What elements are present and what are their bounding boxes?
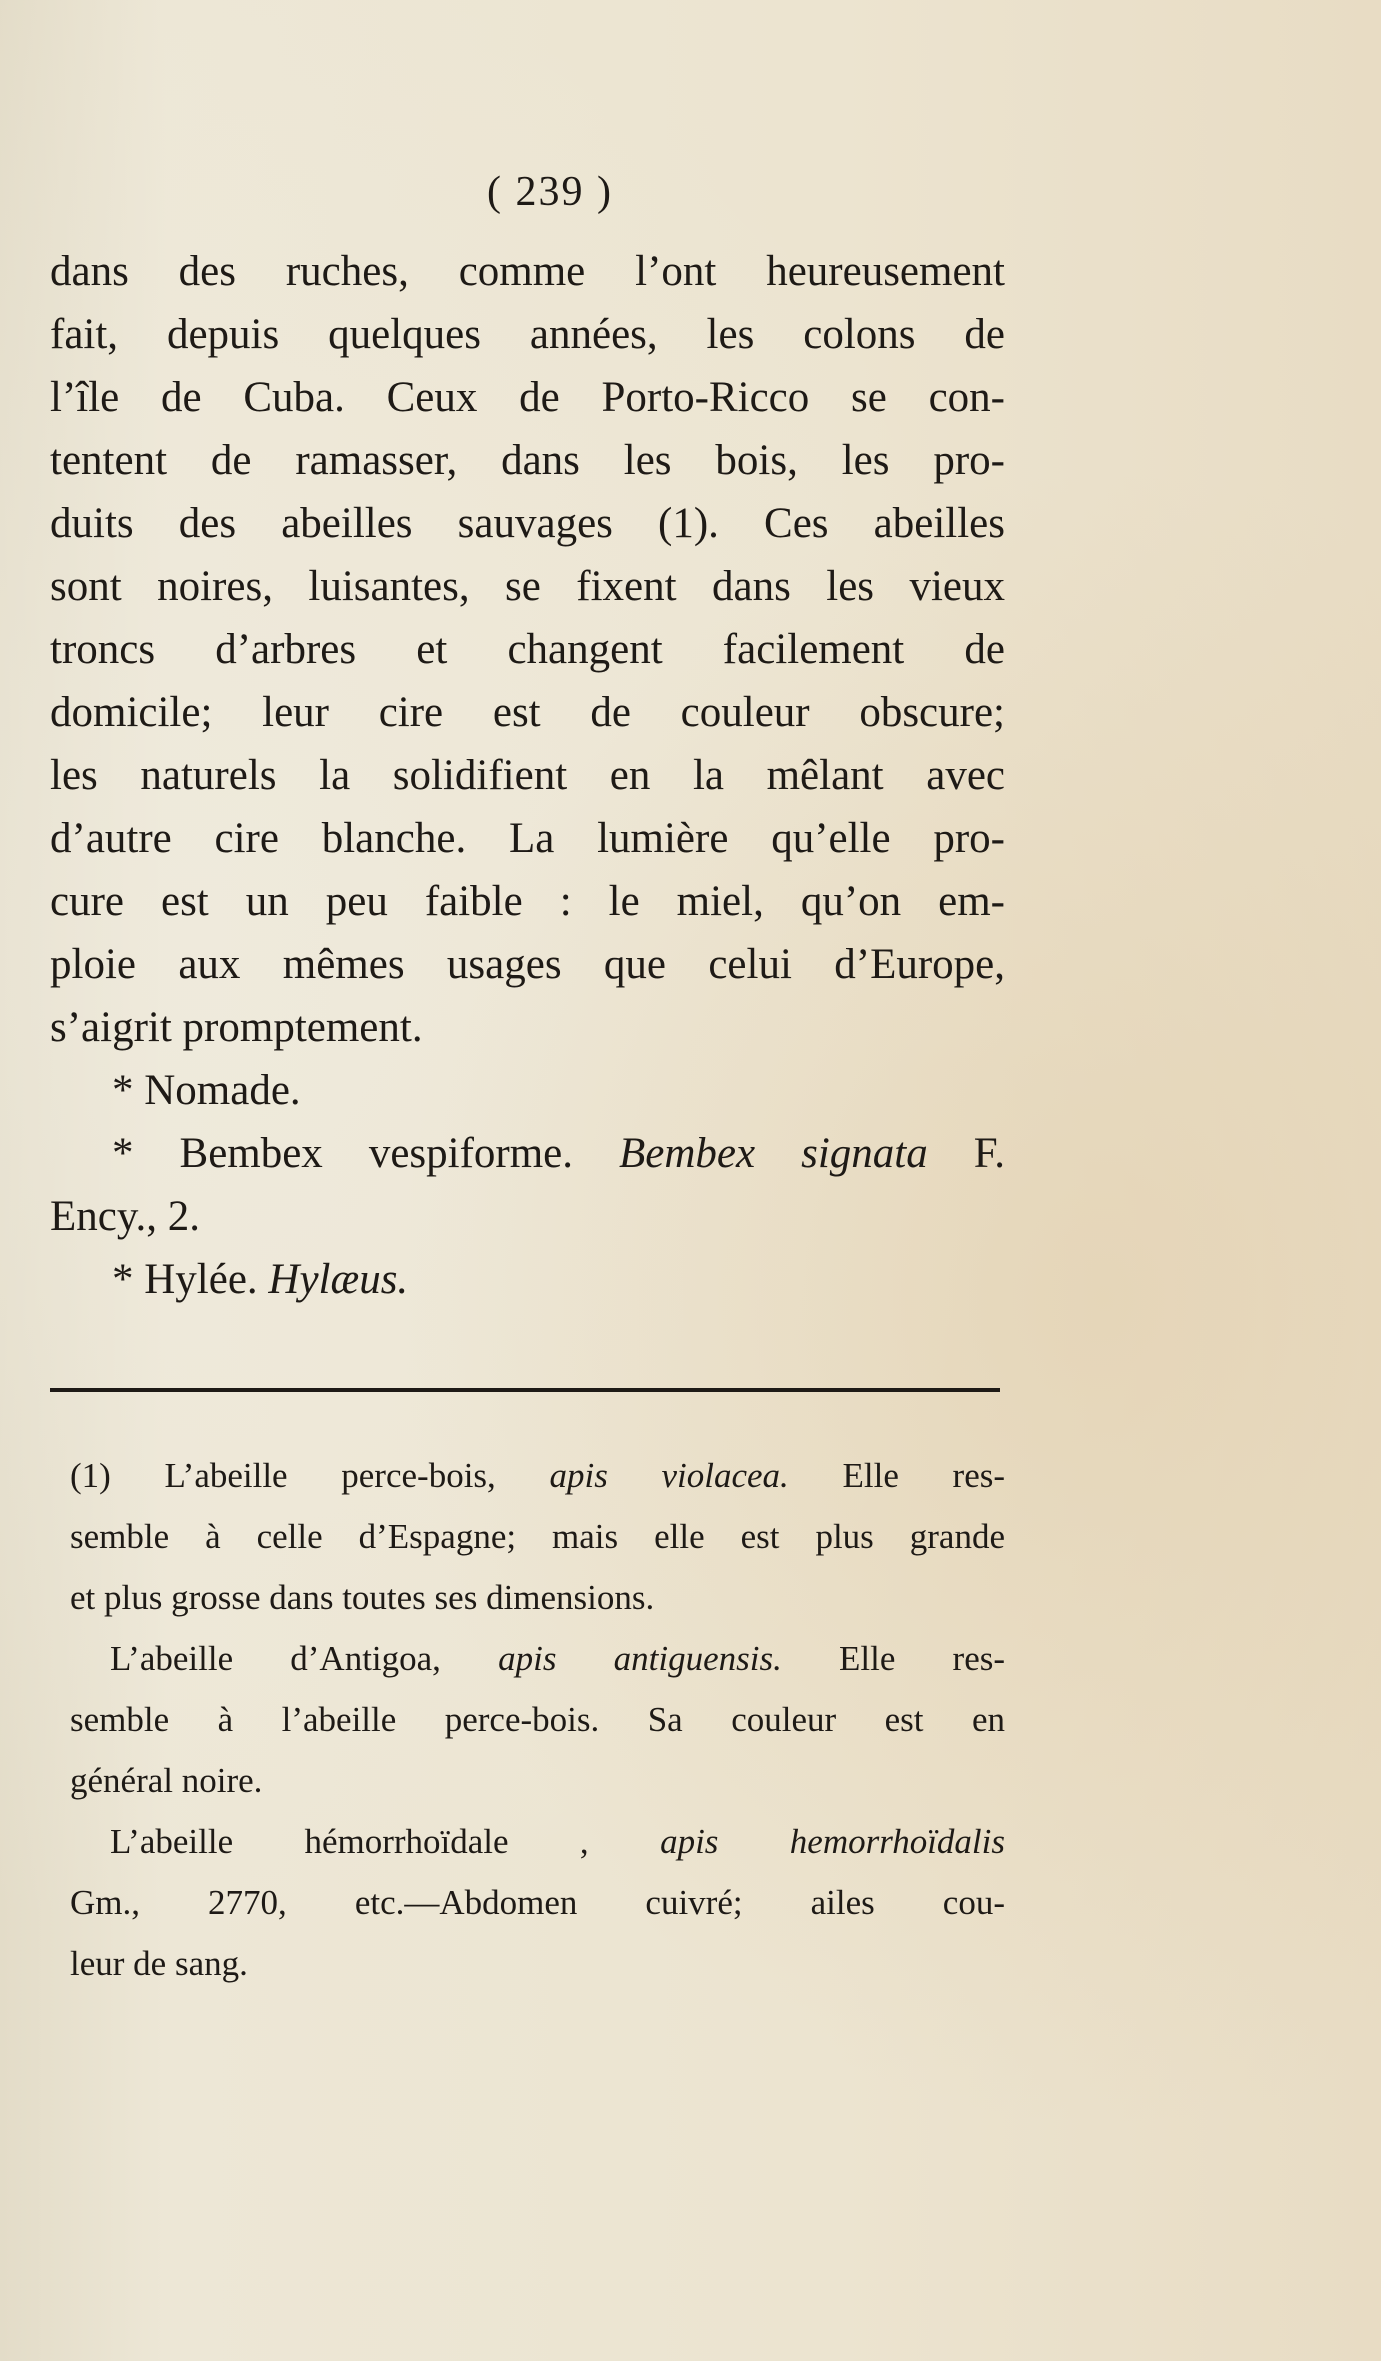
- footnote-line: général noire.: [70, 1761, 263, 1800]
- footnote-line: [70, 1628, 1005, 1689]
- footnote-text: (1) L’abeille perce-bois,: [70, 1456, 550, 1495]
- footnote-line: et plus grosse dans toutes ses dimensions.: [70, 1578, 655, 1617]
- footnote-text: L’abeille hémorrhoïdale ,: [110, 1822, 661, 1861]
- footnote-line: semble à celle d’Espagne; mais elle est plus grande: [70, 1517, 1005, 1556]
- body-line: dans des ruches, comme l’ont heureusement: [50, 248, 1005, 295]
- body-line: cure est un peu faible : le miel, qu’on em-: [50, 878, 1005, 925]
- footnote-text: L’abeille d’Antigoa,: [110, 1639, 499, 1678]
- body-line: duits des abeilles sauvages (1). Ces abeilles: [50, 500, 1005, 547]
- body-line: l’île de Cuba. Ceux de Porto-Ricco se con-: [50, 374, 1005, 421]
- footnote-latin: apis antiguensis.: [498, 1639, 782, 1678]
- footnotes: [70, 1445, 1005, 1994]
- body-line: fait, depuis quelques années, les colons de: [50, 311, 1005, 358]
- footnote-latin: apis violacea.: [549, 1456, 789, 1495]
- footnote-line: Gm., 2770, etc.—Abdomen cuivré; ailes cou-: [70, 1883, 1005, 1922]
- entry-bembex-latin: Bembex signata: [619, 1130, 928, 1177]
- body-line: les naturels la solidifient en la mêlant avec: [50, 752, 1005, 799]
- body-line: domicile; leur cire est de couleur obscure;: [50, 689, 1005, 736]
- body-line: sont noires, luisantes, se fixent dans les vieux: [50, 563, 1005, 610]
- entry-bembex: [50, 1122, 1005, 1185]
- footnote-line: semble à l’abeille perce-bois. Sa couleur est en: [70, 1700, 1005, 1739]
- entry-hylee-latin: Hylæus.: [268, 1256, 409, 1303]
- footnote-latin: apis hemorrhoïdalis: [660, 1822, 1005, 1861]
- body-line: troncs d’arbres et changent facilement de: [50, 626, 1005, 673]
- page-number: ( 239 ): [487, 169, 613, 215]
- entry-hylee: [50, 1248, 1005, 1311]
- footnote-rule: [50, 1388, 1000, 1392]
- footnote-line: [70, 1445, 1005, 1506]
- footnote-line: [70, 1811, 1005, 1872]
- body-line: s’aigrit promptement.: [50, 1004, 423, 1051]
- footnote-text: Elle res-: [781, 1639, 1005, 1678]
- entry-bembex-reference: Ency., 2.: [50, 1193, 201, 1240]
- entry-hylee-name: * Hylée.: [112, 1256, 269, 1303]
- body-line: d’autre cire blanche. La lumière qu’elle pro-: [50, 815, 1005, 862]
- main-text: [50, 240, 1005, 1311]
- footnote-text: Elle res-: [788, 1456, 1006, 1495]
- entry-nomade: * Nomade.: [112, 1067, 301, 1114]
- body-line: ploie aux mêmes usages que celui d’Europe,: [50, 941, 1005, 988]
- footnote-line: leur de sang.: [70, 1944, 248, 1983]
- entry-bembex-name: * Bembex vespiforme.: [112, 1130, 620, 1177]
- body-line: tentent de ramasser, dans les bois, les pro-: [50, 437, 1005, 484]
- entry-bembex-author: F.: [927, 1130, 1005, 1177]
